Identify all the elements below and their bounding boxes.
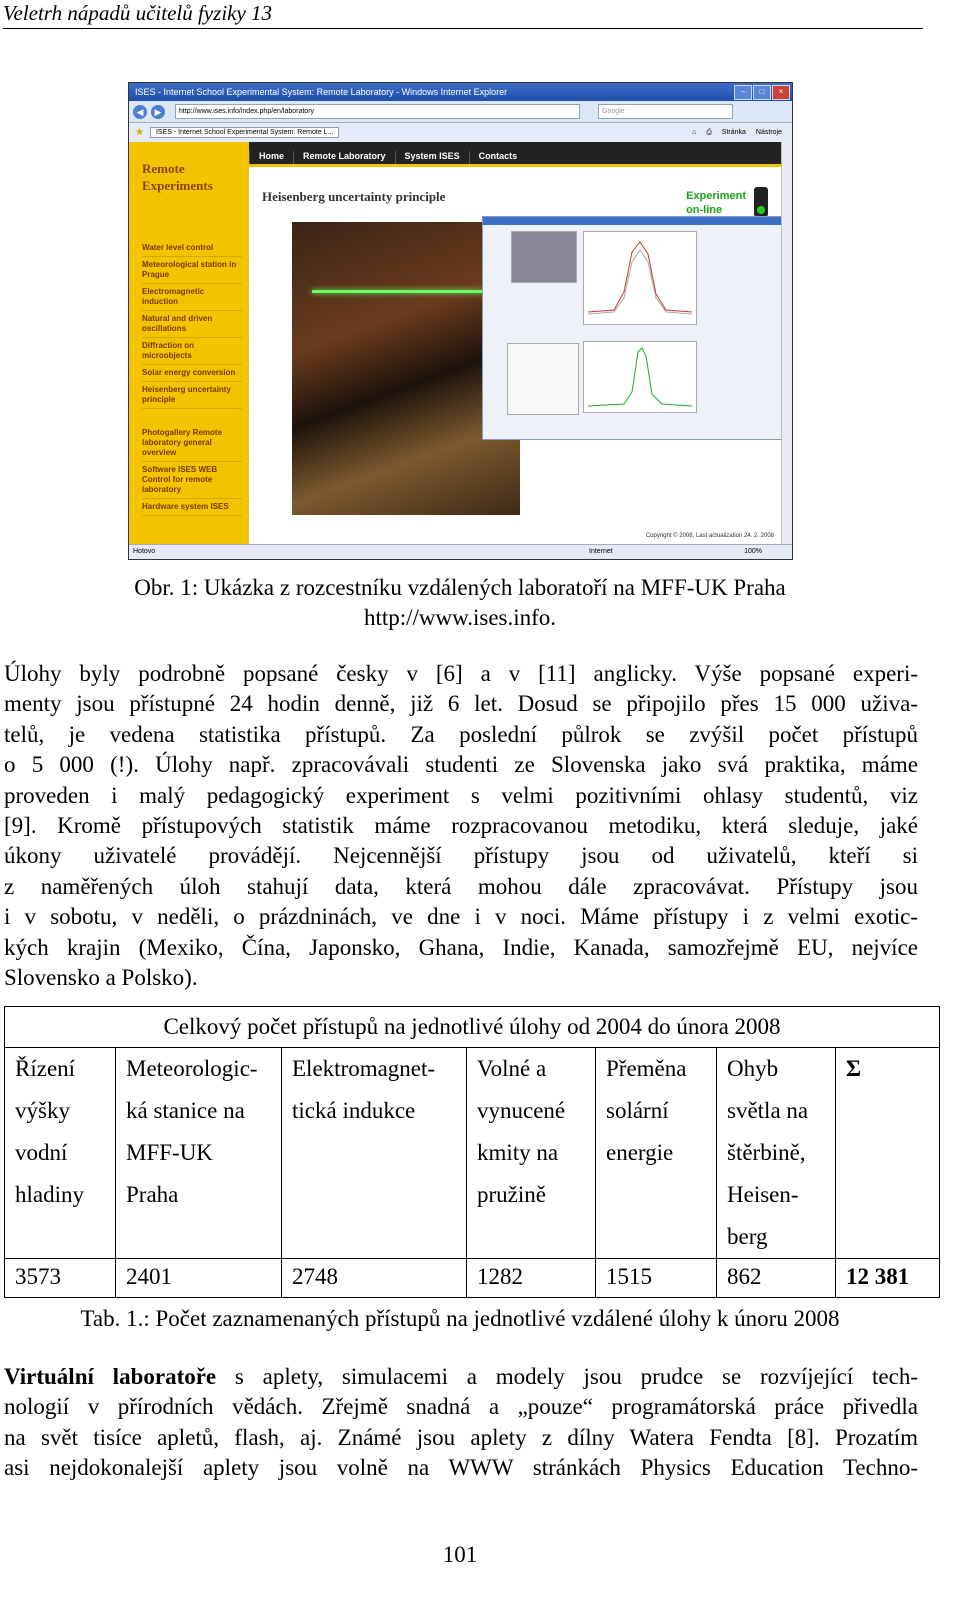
table-cell-sum: 12 381 xyxy=(836,1259,940,1298)
tool-tools[interactable]: Nástroje xyxy=(755,128,782,136)
table-cell: 3573 xyxy=(5,1259,116,1298)
bold-term: Virtuální laboratoře xyxy=(4,1364,217,1389)
table-cell: 2748 xyxy=(282,1259,467,1298)
page-number: 101 xyxy=(442,1542,478,1567)
sidebar-item[interactable]: Heisenberg uncertainty principle xyxy=(142,382,242,409)
address-bar[interactable]: http://www.ises.info/index.php/en/laboratory xyxy=(175,104,580,119)
sidebar-item[interactable]: Solar energy conversion xyxy=(142,365,242,382)
site-main xyxy=(249,142,792,545)
browser-tab[interactable]: ISES - Internet School Experimental System: Remote L... xyxy=(150,127,339,138)
experiment-status xyxy=(686,189,746,217)
column-label: Ohyb světla na štěrbině, Heisen-berg xyxy=(717,1048,836,1259)
nav-home[interactable]: Home xyxy=(249,151,293,164)
web-content xyxy=(129,142,792,545)
search-input[interactable]: Google xyxy=(598,104,733,119)
figure-screenshot xyxy=(128,82,793,560)
command-bar xyxy=(692,129,782,137)
forward-icon[interactable]: ▶ xyxy=(151,105,165,119)
column-label: Řízení výšky vodní hladiny xyxy=(5,1048,116,1259)
nav-remote-laboratory[interactable]: Remote Laboratory xyxy=(293,151,395,164)
paragraph-line: úkony uživatelé provádějí. Nejcennější přístupy jsou od uživatelů, kteří si xyxy=(4,843,918,869)
paragraph-line: Slovensko a Polsko). xyxy=(4,964,198,990)
sidebar-item[interactable]: Software ISES WEB Control for remote laboratory xyxy=(142,462,242,499)
spectrum-plot xyxy=(583,341,697,413)
paragraph-line: na svět tisíce apletů, flash, aj. Známé jsou aplety z dílny Watera Fendta [8]. Prozatím xyxy=(4,1424,918,1450)
status-line2: on-line xyxy=(686,204,723,216)
table-caption: Tab. 1.: Počet zaznamenaných přístupů na jednotlivé vzdálené úlohy k únoru 2008 xyxy=(80,1306,840,1331)
measurement-screenshot xyxy=(482,216,788,440)
paragraph-1 xyxy=(4,659,918,993)
table-row xyxy=(5,1259,940,1298)
browser-statusbar xyxy=(129,544,792,559)
minimize-icon[interactable]: – xyxy=(734,85,752,100)
paragraph-line: kých krajin (Mexiko, Čína, Japonsko, Ghana, Indie, Kanada, samozřejmě EU, nejvíce xyxy=(4,934,918,960)
home-icon[interactable]: ⌂ xyxy=(691,128,697,136)
nav-system-ises[interactable]: System ISES xyxy=(395,151,469,164)
paragraph-line: menty jsou přístupné 24 hodin denně, již 6 let. Dosud se připojilo přes 15 000 uživa- xyxy=(4,691,918,717)
tool-page[interactable]: Stránka xyxy=(721,128,746,136)
sidebar-item[interactable]: Water level control xyxy=(142,240,242,257)
paragraph-2 xyxy=(4,1362,918,1484)
address-row xyxy=(129,101,792,123)
running-header xyxy=(3,0,923,29)
sidebar-title: Remote Experiments xyxy=(142,161,213,193)
access-statistics-table xyxy=(4,1006,940,1298)
paragraph-line xyxy=(4,1362,918,1392)
paragraph-line: z naměřených úloh stahují data, která mohou dále zpracovávat. Přístupy jsou xyxy=(4,873,918,899)
favorites-star-icon[interactable]: ★ xyxy=(135,127,144,138)
site-copyright: Copyright © 2008, Last actualization 24. 2. 2008 xyxy=(645,533,774,539)
close-icon[interactable]: × xyxy=(772,85,790,100)
paragraph-line: telů, je vedena statistika přístupů. Za poslední půlrok se zvýšil počet přístupů xyxy=(4,721,918,747)
zoom-text[interactable]: 100% xyxy=(744,548,762,555)
site-nav xyxy=(249,142,782,167)
back-icon[interactable]: ◀ xyxy=(133,105,147,119)
table-cell: 1282 xyxy=(467,1259,596,1298)
paragraph-line: Úlohy byly podrobně popsané česky v [6] a v [11] anglicky. Výše popsané experi- xyxy=(4,661,918,686)
site-page-title: Heisenberg uncertainty principle xyxy=(262,189,446,204)
column-label: Meteorologic-ká stanice na MFF-UK Praha xyxy=(116,1048,282,1259)
table-cell: 1515 xyxy=(596,1259,717,1298)
diffraction-plot xyxy=(583,231,697,325)
paragraph-line: [9]. Kromě přístupových statistik máme rozpracovanou metodiku, která sleduje, jaké xyxy=(4,812,918,838)
paragraph-line: asi nejdokonalejší aplety jsou volně na WWW stránkách Physics Education Techno- xyxy=(4,1455,918,1481)
table-cell: 2401 xyxy=(116,1259,282,1298)
status-text: Hotovo xyxy=(133,548,156,555)
column-label: Elektromagnet-tická indukce xyxy=(282,1048,467,1259)
nav-contacts[interactable]: Contacts xyxy=(469,151,527,164)
table-row xyxy=(5,1048,940,1259)
sidebar-menu xyxy=(142,240,249,516)
paragraph-line: i v sobotu, v neděli, o prázdninách, ve dne i v noci. Máme přístupy i z velmi exotic- xyxy=(4,904,918,930)
column-label: Volné a vynucené kmity na pružině xyxy=(467,1048,596,1259)
sidebar-item[interactable]: Photogallery Remote laboratory general overview xyxy=(142,425,242,462)
sidebar-item[interactable]: Hardware system ISES xyxy=(142,499,242,516)
scrollbar[interactable] xyxy=(781,142,792,545)
maximize-icon[interactable]: □ xyxy=(753,85,771,100)
paragraph-line: o 5 000 (!). Úlohy např. zpracovávali studenti ze Slovenska jako svá praktika, máme xyxy=(4,752,918,778)
data-dialog xyxy=(507,343,579,415)
traffic-light-icon xyxy=(754,187,768,217)
zone-text: Internet xyxy=(589,548,613,555)
column-label-sum: Σ xyxy=(836,1048,940,1259)
sidebar-item[interactable]: Electromagnetic induction xyxy=(142,284,242,311)
status-line1: Experiment xyxy=(686,190,746,202)
site-sidebar xyxy=(129,142,249,545)
sidebar-item[interactable]: Diffraction on microobjects xyxy=(142,338,242,365)
camera-image xyxy=(511,231,577,283)
paragraph-line-rest: s aplety, simulacemi a modely jsou prudce se rozvíjející tech- xyxy=(216,1364,919,1389)
window-controls xyxy=(734,85,790,100)
column-label: Přeměna solární energie xyxy=(596,1048,717,1259)
sidebar-item[interactable]: Meteorological station in Prague xyxy=(142,257,242,284)
sidebar-item[interactable]: Natural and driven oscillations xyxy=(142,311,242,338)
paragraph-line: proveden i malý pedagogický experiment s velmi pozitivními ohlasy studentů, viz xyxy=(4,782,918,808)
figure-caption-line2: http://www.ises.info. xyxy=(363,605,557,630)
table-header: Celkový počet přístupů na jednotlivé úlohy od 2004 do února 2008 xyxy=(5,1007,940,1048)
figure-caption-line1: Obr. 1: Ukázka z rozcestníku vzdálených laboratoří na MFF-UK Praha xyxy=(134,575,786,600)
browser-titlebar xyxy=(129,83,792,101)
tab-row xyxy=(129,123,792,143)
browser-title: ISES - Internet School Experimental System: Remote Laboratory - Windows Internet Explorer xyxy=(135,87,508,97)
table-cell: 862 xyxy=(717,1259,836,1298)
running-header-text: Veletrh nápadů učitelů fyziky 13 xyxy=(3,1,273,25)
paragraph-line: nologií v přírodních vědách. Zřejmě snadná a „pouze“ programátorská práce přivedla xyxy=(4,1394,918,1420)
print-icon[interactable]: ⎙ xyxy=(706,128,712,136)
